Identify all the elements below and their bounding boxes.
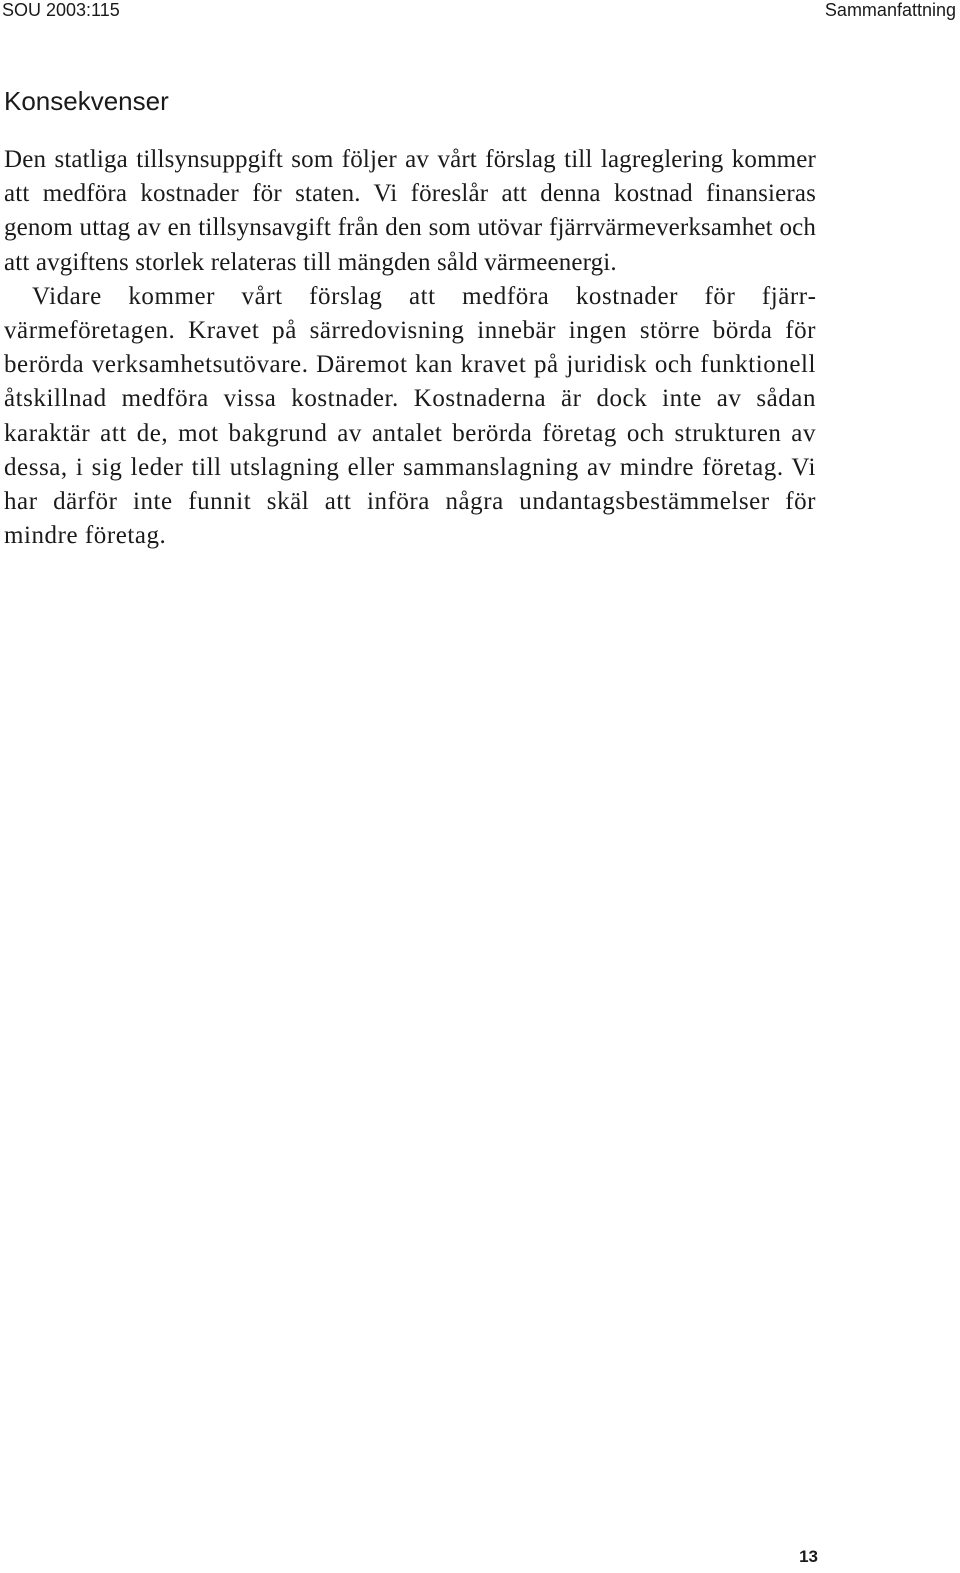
- paragraph-1: Den statliga tillsynsuppgift som följer av vårt förslag till lagreglering kommer att medföra kostnader för staten. Vi föreslår att denna kostnad finansieras genom uttag av en tillsynsavgift från den som utövar fjärrvärmeverksamhet och att avgiftens storlek relateras till mängden såld värmeenergi.: [4, 146, 816, 276]
- paragraph-2: Vidare kommer vårt förslag att medföra kostnader för fjärrvärmeföretagen. Kravet på särredovisning innebär ingen större börda för berörda verksamhetsutövare. Däremot kan kravet på juridisk och funktionell åtskillnad medföra vissa kostnader. Kostnaderna är dock inte av sådan karaktär att de, mot bakgrund av antalet berörda företag och strukturen av dessa, i sig leder till utslagning eller sammanslagning av mindre företag. Vi har därför inte funnit skäl att införa några undantagsbestämmelser för mindre företag.: [4, 282, 816, 550]
- page-number: 13: [799, 1547, 818, 1566]
- body-text: [4, 143, 816, 553]
- section-heading: Konsekvenser: [4, 86, 169, 116]
- running-header: [0, 0, 960, 22]
- report-reference: SOU 2003:115: [2, 0, 120, 20]
- chapter-title: Sammanfattning: [824, 0, 956, 20]
